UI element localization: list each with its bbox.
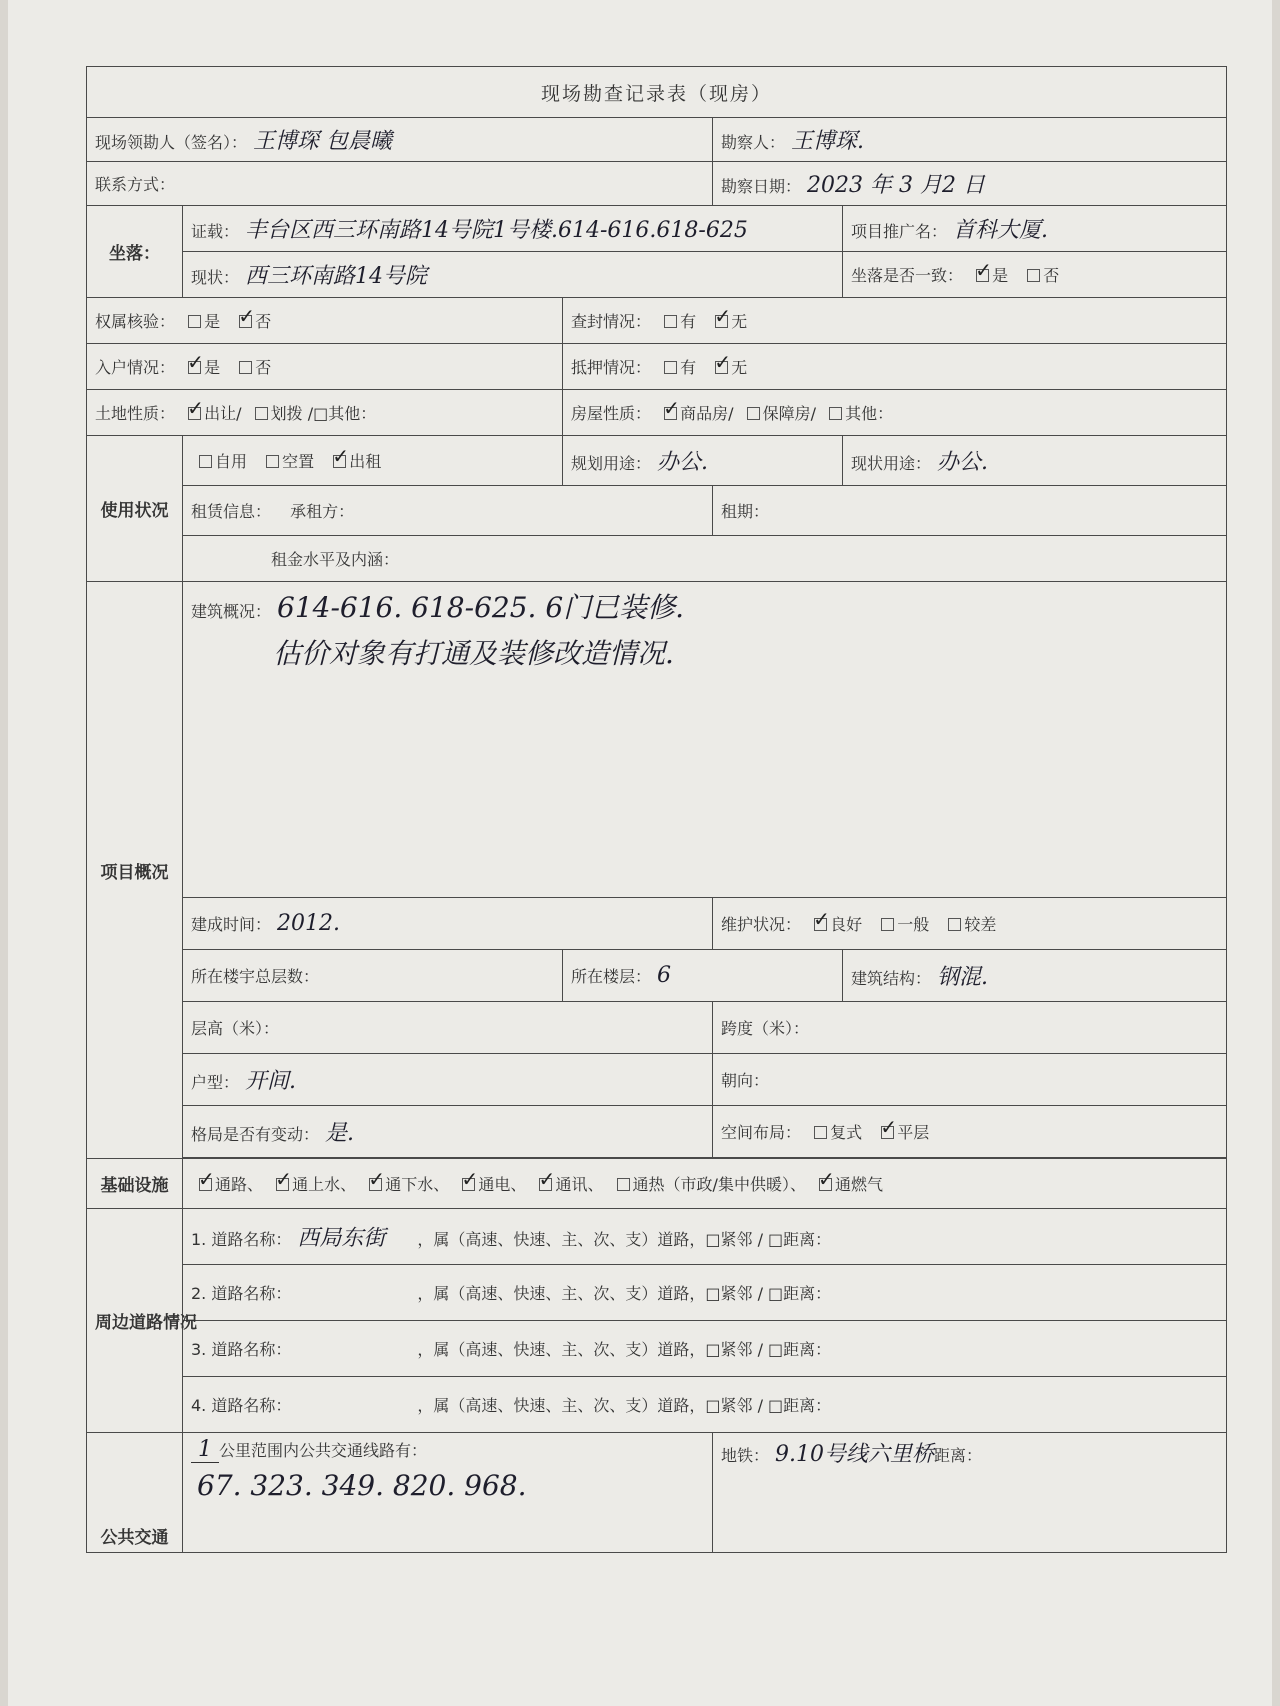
land-other-text: /□其他： <box>307 404 377 423</box>
layout-change-label: 格局是否有变动： <box>191 1125 320 1144</box>
planned-use-label: 规划用途： <box>571 454 652 473</box>
land-transfer-checkbox[interactable] <box>188 407 201 420</box>
mortgage-cell <box>563 344 1227 390</box>
road-row-2 <box>183 1265 1227 1321</box>
match-no-checkbox[interactable] <box>1027 269 1040 282</box>
road-4-desc: ，属（高速、快速、主、次、支）道路，□紧邻 / □距离： <box>417 1396 832 1415</box>
seal-cell <box>563 298 1227 344</box>
space-flat-checkbox[interactable] <box>881 1126 894 1139</box>
road-1-desc: ，属（高速、快速、主、次、支）道路，□紧邻 / □距离： <box>417 1230 832 1249</box>
mortgage-no-text: 无 <box>731 358 748 377</box>
building-overview-line1: 614-616. 618-625. 6门已装修. <box>277 591 685 624</box>
maint-normal-checkbox[interactable] <box>881 918 894 931</box>
floor-value: 6 <box>657 963 672 988</box>
usage-self-checkbox[interactable] <box>199 455 212 468</box>
land-nature-cell <box>87 390 563 436</box>
ownership-label: 权属核验： <box>95 312 176 331</box>
transit-label: 公共交通 <box>87 1433 183 1553</box>
usage-self-text: 自用 <box>215 452 248 471</box>
maintenance-cell <box>713 898 1227 950</box>
metro-value: 9.10号线六里桥 <box>775 1442 935 1467</box>
rent-label: 租金水平及内涵： <box>271 550 400 569</box>
mortgage-no-checkbox[interactable] <box>715 361 728 374</box>
match-no-text: 否 <box>1043 266 1060 285</box>
built-time-label: 建成时间： <box>191 915 272 934</box>
structure-cell <box>843 950 1227 1002</box>
usage-vacant-checkbox[interactable] <box>266 455 279 468</box>
space-layout-label: 空间布局： <box>721 1123 802 1142</box>
entry-yes-text: 是 <box>204 358 221 377</box>
layout-change-cell <box>183 1106 713 1158</box>
usage-label: 使用状况 <box>87 436 183 582</box>
project-label: 项目概况 <box>87 582 183 1159</box>
infra-gas-checkbox[interactable] <box>819 1178 832 1191</box>
date-cell <box>713 162 1227 206</box>
building-overview-line2: 估价对象有打通及装修改造情况. <box>273 637 674 670</box>
infra-cell <box>183 1159 1227 1209</box>
infra-power-checkbox[interactable] <box>462 1178 475 1191</box>
date-value: 2023 年 3 月2 日 <box>807 173 985 198</box>
survey-form <box>86 66 1226 1553</box>
road-2-desc: ，属（高速、快速、主、次、支）道路，□紧邻 / □距离： <box>417 1284 832 1303</box>
layout-change-value: 是. <box>325 1121 355 1146</box>
infra-water-supply-text: 通上水、 <box>292 1175 357 1194</box>
building-overview-label: 建筑概况： <box>191 602 272 621</box>
infra-gas-text: 通燃气 <box>835 1175 884 1194</box>
infra-label: 基础设施 <box>87 1159 183 1209</box>
entry-cell <box>87 344 563 390</box>
form-title: 现场勘查记录表（现房） <box>87 67 1227 118</box>
lease-label: 租赁信息： <box>191 502 272 521</box>
road-row-4 <box>183 1377 1227 1433</box>
cert-label: 证载： <box>191 222 240 241</box>
unit-type-label: 户型： <box>191 1073 240 1092</box>
infra-heating-text: 通热（市政/集中供暖）、 <box>632 1175 806 1194</box>
cert-location-cell <box>183 206 843 252</box>
entry-no-text: 否 <box>255 358 272 377</box>
unit-type-value: 开间. <box>245 1069 297 1094</box>
floor-height-cell <box>183 1002 713 1054</box>
tenant-label: 承租方： <box>290 502 355 521</box>
house-other-checkbox[interactable] <box>829 407 842 420</box>
lease-cell <box>183 486 713 536</box>
mortgage-yes-text: 有 <box>680 358 697 377</box>
road-row-3 <box>183 1321 1227 1377</box>
metro-distance-label: 距离： <box>934 1446 983 1465</box>
orientation-cell <box>713 1054 1227 1106</box>
planned-use-value: 办公. <box>657 450 709 475</box>
planned-use-cell <box>563 436 843 486</box>
usage-vacant-text: 空置 <box>282 452 315 471</box>
bus-lines-value: 67. 323. 349. 820. 968. <box>197 1469 527 1502</box>
maint-normal-text: 一般 <box>897 915 930 934</box>
surveyor-label: 勘察人： <box>721 133 786 152</box>
surveyor-cell <box>713 118 1227 162</box>
space-duplex-checkbox[interactable] <box>814 1126 827 1139</box>
span-cell <box>713 1002 1227 1054</box>
land-allocate-text: 划拨 <box>270 404 303 423</box>
rent-cell <box>183 536 1227 582</box>
unit-type-cell <box>183 1054 713 1106</box>
road-2-label: 2. 道路名称： <box>191 1284 292 1303</box>
structure-label: 建筑结构： <box>851 969 932 988</box>
roads-label: 周边道路情况 <box>87 1209 183 1433</box>
floor-height-label: 层高（米）： <box>191 1019 280 1038</box>
house-nature-cell <box>563 390 1227 436</box>
actual-value: 西三环南路14号院 <box>245 264 428 289</box>
space-layout-cell <box>713 1106 1227 1158</box>
ownership-yes-text: 是 <box>204 312 221 331</box>
match-yes-checkbox[interactable] <box>976 269 989 282</box>
maint-poor-text: 较差 <box>964 915 997 934</box>
current-use-label: 现状用途： <box>851 454 932 473</box>
house-other-text: 其他： <box>845 404 894 423</box>
location-label: 坐落： <box>87 206 183 298</box>
infra-road-checkbox[interactable] <box>199 1178 212 1191</box>
span-label: 跨度（米）： <box>721 1019 810 1038</box>
floor-cell <box>563 950 843 1002</box>
road-4-label: 4. 道路名称： <box>191 1396 292 1415</box>
road-3-desc: ，属（高速、快速、主、次、支）道路，□紧邻 / □距离： <box>417 1340 832 1359</box>
actual-location-cell <box>183 252 843 298</box>
bus-cell <box>183 1433 713 1553</box>
leader-label: 现场领勘人（签名）： <box>95 133 248 152</box>
seal-yes-text: 有 <box>680 312 697 331</box>
bus-km-value: 1 <box>191 1437 219 1463</box>
road-1-label: 1. 道路名称： <box>191 1230 292 1249</box>
leader-cell <box>87 118 713 162</box>
promo-value: 首科大厦. <box>953 218 1049 243</box>
match-yes-text: 是 <box>992 266 1009 285</box>
infra-telecom-text: 通讯、 <box>555 1175 604 1194</box>
maint-good-checkbox[interactable] <box>814 918 827 931</box>
total-floors-label: 所在楼宇总层数： <box>191 967 320 986</box>
contact-label: 联系方式： <box>95 175 176 194</box>
location-match-cell <box>843 252 1227 298</box>
ownership-no-checkbox[interactable] <box>239 315 252 328</box>
house-affordable-text: 保障房/ <box>762 404 817 423</box>
entry-label: 入户情况： <box>95 358 176 377</box>
house-commercial-checkbox[interactable] <box>664 407 677 420</box>
land-allocate-checkbox[interactable] <box>255 407 268 420</box>
seal-no-checkbox[interactable] <box>715 315 728 328</box>
seal-label: 查封情况： <box>571 312 652 331</box>
mortgage-label: 抵押情况： <box>571 358 652 377</box>
promo-name-cell <box>843 206 1227 252</box>
mortgage-yes-checkbox[interactable] <box>664 361 677 374</box>
ownership-no-text: 否 <box>255 312 272 331</box>
paper-sheet <box>8 0 1272 1706</box>
infra-water-supply-checkbox[interactable] <box>276 1178 289 1191</box>
metro-cell <box>713 1433 1227 1553</box>
match-label: 坐落是否一致： <box>851 266 964 285</box>
promo-label: 项目推广名： <box>851 222 948 241</box>
infra-drainage-text: 通下水、 <box>385 1175 450 1194</box>
infra-road-text: 通路、 <box>215 1175 264 1194</box>
date-label: 勘察日期： <box>721 177 802 196</box>
contact-cell <box>87 162 713 206</box>
maint-good-text: 良好 <box>830 915 863 934</box>
entry-no-checkbox[interactable] <box>239 361 252 374</box>
space-duplex-text: 复式 <box>830 1123 863 1142</box>
usage-rented-text: 出租 <box>349 452 382 471</box>
cert-value: 丰台区西三环南路14号院1号楼.614-616.618-625 <box>245 218 748 243</box>
usage-status-cell <box>183 436 563 486</box>
building-overview-cell <box>183 582 1227 898</box>
surveyor-signature: 王博琛. <box>791 129 865 154</box>
built-time-cell <box>183 898 713 950</box>
total-floors-cell <box>183 950 563 1002</box>
lease-term-cell <box>713 486 1227 536</box>
current-use-value: 办公. <box>937 450 989 475</box>
road-1-name: 西局东街 <box>297 1226 386 1251</box>
actual-label: 现状： <box>191 268 240 287</box>
house-commercial-text: 商品房/ <box>680 404 734 423</box>
road-row-1 <box>183 1209 1227 1265</box>
maintenance-label: 维护状况： <box>721 915 802 934</box>
current-use-cell <box>843 436 1227 486</box>
maint-poor-checkbox[interactable] <box>948 918 961 931</box>
leader-signature: 王博琛 包晨曦 <box>253 129 393 154</box>
form-table <box>86 66 1227 1553</box>
land-label: 土地性质： <box>95 404 176 423</box>
house-label: 房屋性质： <box>571 404 652 423</box>
metro-label: 地铁： <box>721 1446 770 1465</box>
structure-value: 钢混. <box>937 965 989 990</box>
orientation-label: 朝向： <box>721 1071 770 1090</box>
space-flat-text: 平层 <box>897 1123 930 1142</box>
seal-no-text: 无 <box>731 312 748 331</box>
entry-yes-checkbox[interactable] <box>188 361 201 374</box>
road-3-label: 3. 道路名称： <box>191 1340 292 1359</box>
infra-telecom-checkbox[interactable] <box>539 1178 552 1191</box>
seal-yes-checkbox[interactable] <box>664 315 677 328</box>
infra-power-text: 通电、 <box>478 1175 527 1194</box>
usage-rented-checkbox[interactable] <box>333 455 346 468</box>
ownership-cell <box>87 298 563 344</box>
infra-drainage-checkbox[interactable] <box>369 1178 382 1191</box>
infra-heating-checkbox[interactable] <box>617 1178 630 1191</box>
floor-label: 所在楼层： <box>571 967 652 986</box>
land-transfer-text: 出让/ <box>204 404 242 423</box>
bus-label: 公里范围内公共交通线路有： <box>219 1441 428 1460</box>
ownership-yes-checkbox[interactable] <box>188 315 201 328</box>
house-affordable-checkbox[interactable] <box>747 407 760 420</box>
lease-term-label: 租期： <box>721 502 770 521</box>
built-time-value: 2012. <box>277 911 340 936</box>
